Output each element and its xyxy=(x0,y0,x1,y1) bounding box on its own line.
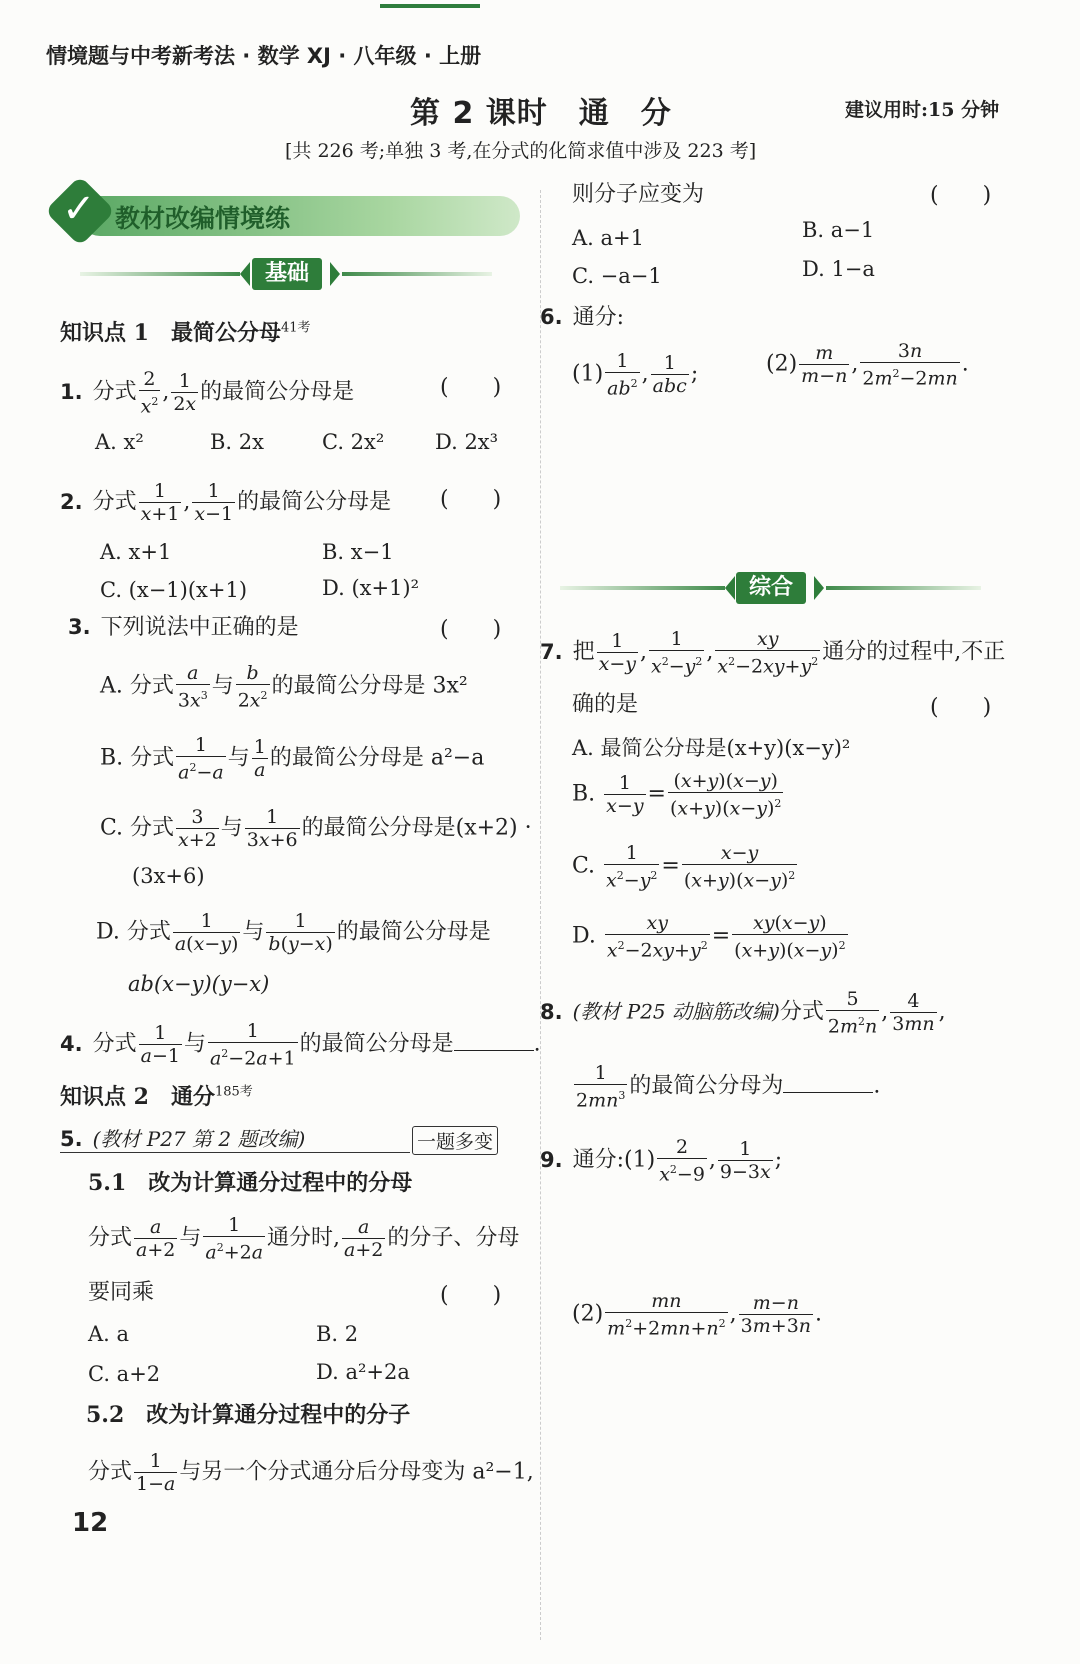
q7-option-b[interactable]: B. $\frac{1}{x-y}$ = $\frac{(x+y)(x-y)}{(x+y)(x-y)^2}$ xyxy=(572,770,782,820)
fraction: $\frac{xy}{x^2-2xy+y^2}$ xyxy=(606,912,708,962)
kp2-label: 知识点 2 通分 xyxy=(60,1084,215,1110)
q9-text: 通分: xyxy=(572,1147,625,1173)
q6-text: 通分: xyxy=(572,305,625,330)
q7-post: 通分的过程中, xyxy=(822,639,962,665)
q4-answer-blank[interactable] xyxy=(454,1030,534,1051)
tag2-arrow-right xyxy=(814,576,824,600)
fraction: $\frac{1}{\text{abc}}$ xyxy=(652,352,687,398)
q3a-mid: 与 xyxy=(211,673,234,699)
q1-option-a[interactable]: A. x² xyxy=(95,430,144,454)
fraction: $\frac{1}{ab^2}$ xyxy=(607,350,638,400)
question-1: 1. 分式 $\frac{2}{x^2}$ , $\frac{1}{2x}$ 的最简公分母是 xyxy=(60,368,355,418)
q5-1-answer-bracket[interactable]: ( ) xyxy=(440,1283,502,1308)
q7b-label: B. xyxy=(572,781,596,807)
q3-option-b[interactable] xyxy=(100,734,484,783)
q1-option-b[interactable]: B. 2x xyxy=(210,430,264,454)
q1-option-d[interactable]: D. 2x³ xyxy=(435,430,499,454)
fraction: $\frac{1}{a^2-a}$ xyxy=(178,734,224,784)
fraction: $\frac{1}{2mn^3}$ xyxy=(576,1062,626,1112)
q5-1-stem xyxy=(88,1214,519,1263)
q6-p2-label: (2) xyxy=(766,351,798,377)
q3b-mid: 与 xyxy=(227,745,250,771)
q7-line2 xyxy=(572,690,638,720)
tag-line-right xyxy=(342,272,492,276)
fraction: $\frac{a}{a+2}$ xyxy=(344,1216,384,1262)
q3c-continuation: (3x+6) xyxy=(132,864,205,888)
q7-emphasis: 不正 xyxy=(961,639,1006,665)
q4-mid: 与 xyxy=(183,1031,206,1057)
section-banner-title: 教材改编情境练 xyxy=(115,204,291,233)
fraction: $\frac{x-y}{(x+y)(x-y)^2}$ xyxy=(683,842,796,892)
question-4: 4. 分式 $\frac{1}{a-1}$ 与 $\frac{1}{a^2-2a+1}$ 的最简公分母是 . xyxy=(60,1020,541,1070)
fraction: $\frac{1}{b(y-x)}$ xyxy=(268,910,333,955)
q5-1-title: 5.1 改为计算通分过程中的分母 xyxy=(88,1170,413,1196)
fraction: $\frac{1}{a}$ xyxy=(253,736,266,782)
column-divider xyxy=(540,190,541,1640)
fraction: $\frac{m-n}{3m+3n}$ xyxy=(740,1292,812,1338)
q3-option-d[interactable] xyxy=(96,910,491,955)
q8-post: 的最简公分母为 xyxy=(629,1073,784,1099)
fraction: $\frac{m}{m-n}$ xyxy=(801,342,848,388)
q5-2-option-a[interactable]: A. a+1 xyxy=(572,226,644,250)
q9-part-2: (2) $\frac{mn}{m^2+2mn+n^2}$ , $\frac{m-n}{3m+3n}$ . xyxy=(572,1290,823,1340)
q3c-pre: C. 分式 xyxy=(100,815,175,841)
q3-option-c[interactable] xyxy=(100,806,532,851)
fraction: $\frac{1}{1-a}$ xyxy=(136,1450,176,1495)
top-accent-bar xyxy=(380,4,480,8)
q3b-pre: B. 分式 xyxy=(100,745,175,771)
q7c-label: C. xyxy=(572,853,596,879)
q3a-post: 的最简公分母是 3x² xyxy=(271,673,468,699)
page-number: 12 xyxy=(72,1508,109,1538)
q3d-continuation: ab(x−y)(y−x) xyxy=(128,972,270,996)
q3b-post: 的最简公分母是 a²−a xyxy=(269,745,485,771)
fraction: $\frac{1}{3x+6}$ xyxy=(246,806,298,851)
q7-line2b: 的是 xyxy=(594,692,639,717)
fraction: $\frac{5}{2m^2n}$ xyxy=(827,988,878,1038)
tag-arrow-left xyxy=(240,262,250,286)
q5-1-option-d[interactable]: D. a²+2a xyxy=(316,1360,410,1384)
fraction: $\frac{1}{x^2-y^2}$ xyxy=(650,628,703,678)
fraction: $\frac{(x+y)(x-y)}{(x+y)(x-y)^2}$ xyxy=(669,770,782,820)
q5-1-line2: 要同乘 xyxy=(88,1280,155,1305)
q5-1-option-b[interactable]: B. 2 xyxy=(316,1322,359,1346)
tag-comprehensive: 综合 xyxy=(736,572,806,604)
q5-1-option-a[interactable]: A. a xyxy=(88,1322,130,1346)
q8-number: 8. xyxy=(540,999,563,1024)
kp1-label: 知识点 1 最简公分母 xyxy=(60,320,281,346)
question-8: 8. (教材 P25 动脑筋改编)分式 $\frac{5}{2m^2n}$ , $\frac{4}{3mn}$ , xyxy=(540,988,946,1038)
question-6 xyxy=(540,302,624,333)
kp1-count: 41考 xyxy=(280,320,311,336)
q2-option-b[interactable]: B. x−1 xyxy=(322,540,394,564)
fraction: $\frac{4}{3mn}$ xyxy=(892,990,935,1036)
q5-source: (教材 P27 第 2 题改编) xyxy=(92,1127,306,1151)
q1-post: 的最简公分母是 xyxy=(200,379,355,405)
q5-2-stem xyxy=(88,1450,534,1495)
tag2-arrow-left xyxy=(725,576,735,600)
q51-mid2: 通分时, xyxy=(267,1225,341,1251)
fraction: $\frac{xy(x-y)}{(x+y)(x-y)^2}$ xyxy=(734,912,846,962)
question-5 xyxy=(60,1124,305,1155)
q9-number: 9. xyxy=(540,1147,563,1172)
q5-2-option-d[interactable]: D. 1−a xyxy=(802,257,875,281)
fraction: $\frac{1}{x+1}$ xyxy=(140,480,180,525)
q9-p2-label: (2) xyxy=(572,1301,604,1327)
q7-pre: 把 xyxy=(572,639,595,665)
q4-pre: 分式 xyxy=(92,1031,137,1057)
q3-text: 下列说法中正确的是 xyxy=(100,615,299,640)
q6-part-1: (1) $\frac{1}{ab^2}$ , $\frac{1}{\text{abc}}$ ; xyxy=(572,350,699,400)
q1-option-c[interactable]: C. 2x² xyxy=(322,430,385,454)
kp2-count: 185考 xyxy=(214,1084,253,1100)
page-title: 第 2 课时 通 分 xyxy=(410,96,672,131)
q5-1-option-c[interactable]: C. a+2 xyxy=(88,1362,161,1386)
q3-number: 3. xyxy=(68,615,91,639)
q5-underline xyxy=(60,1152,410,1153)
fraction: $\frac{b}{2x^2}$ xyxy=(237,662,268,712)
q6-number: 6. xyxy=(540,305,563,329)
q5-number: 5. xyxy=(60,1127,83,1151)
q2-pre: 分式 xyxy=(92,489,137,515)
q1-pre: 分式 xyxy=(92,379,137,405)
q9-p1-label: (1) xyxy=(624,1147,656,1173)
q3d-post: 的最简公分母是 xyxy=(336,919,491,945)
knowledge-point-2 xyxy=(60,1080,253,1111)
q7-option-a[interactable]: A. 最简公分母是(x+y)(x−y)² xyxy=(572,736,851,760)
q3c-post: 的最简公分母是(x+2) · xyxy=(301,815,532,841)
fraction: $\frac{1}{a-1}$ xyxy=(140,1022,180,1068)
q3c-mid: 与 xyxy=(220,815,243,841)
q1-answer-bracket[interactable]: ( ) xyxy=(440,375,502,400)
q7-number: 7. xyxy=(540,639,563,664)
q3d-pre: D. 分式 xyxy=(96,919,171,945)
tag-line-left xyxy=(80,272,240,276)
q5-2-option-b[interactable]: B. a−1 xyxy=(802,218,875,242)
q2-post: 的最简公分母是 xyxy=(237,489,392,515)
q4-number: 4. xyxy=(60,1031,83,1056)
question-9: 9. 通分:(1) $\frac{2}{x^2-9}$ , $\frac{1}{9-3x}$ ; xyxy=(540,1136,783,1186)
tag2-line-left xyxy=(560,586,725,590)
q6-p1-label: (1) xyxy=(572,361,604,387)
q4-post: 的最简公分母是 xyxy=(299,1031,454,1057)
q51-mid: 与 xyxy=(179,1225,202,1251)
fraction: $\frac{mn}{m^2+2mn+n^2}$ xyxy=(607,1290,726,1340)
fraction: $\frac{xy}{x^2-2xy+y^2}$ xyxy=(717,628,819,678)
q7d-label: D. xyxy=(572,923,596,949)
fraction: $\frac{3n}{2m^2-2mn}$ xyxy=(862,340,958,390)
q2-option-d[interactable]: D. (x+1)² xyxy=(322,576,420,600)
q5-2-line2: 则分子应变为 xyxy=(572,182,705,207)
q5-2-title: 5.2 改为计算通分过程中的分子 xyxy=(86,1402,411,1428)
q2-answer-bracket[interactable]: ( ) xyxy=(440,487,502,512)
fraction: $\frac{a}{a+2}$ xyxy=(136,1216,176,1262)
q1-number: 1. xyxy=(60,379,83,404)
fraction: $\frac{3}{x+2}$ xyxy=(178,806,217,851)
tag2-line-right xyxy=(826,586,981,590)
q5-variant-tag: 一题多变 xyxy=(412,1126,498,1155)
knowledge-point-1 xyxy=(60,316,311,347)
q5-2-option-c[interactable]: C. −a−1 xyxy=(572,264,662,288)
q52-post: 与另一个分式通分后分母变为 a²−1, xyxy=(179,1459,534,1485)
q5-2-answer-bracket[interactable]: ( ) xyxy=(930,183,992,208)
q2-option-a[interactable]: A. x+1 xyxy=(100,540,172,564)
fraction: $\frac{2}{x^2-9}$ xyxy=(659,1136,705,1186)
check-icon: ✓ xyxy=(62,186,96,232)
suggested-time: 建议用时:15 分钟 xyxy=(845,99,1000,121)
q3-answer-bracket[interactable]: ( ) xyxy=(440,617,502,642)
tag-arrow-right xyxy=(330,262,340,286)
q6-part-2: (2) $\frac{m}{m-n}$ , $\frac{3n}{2m^2-2mn}$ . xyxy=(766,340,969,390)
q52-pre: 分式 xyxy=(88,1459,133,1485)
q7-option-d[interactable]: D. $\frac{xy}{x^2-2xy+y^2}$ = $\frac{xy(x-y)}{(x+y)(x-y)^2}$ xyxy=(572,912,846,962)
fraction: $\frac{1}{x-y}$ xyxy=(606,772,644,818)
question-3 xyxy=(68,612,299,643)
exam-note: [共 226 考;单独 3 考,在分式的化简求值中涉及 223 考] xyxy=(285,140,757,162)
book-title: 情境题与中考新考法 · 数学 XJ · 八年级 · 上册 xyxy=(46,44,482,68)
q7-option-c[interactable]: C. $\frac{1}{x^2-y^2}$ = $\frac{x-y}{(x+y)(x-y)^2}$ xyxy=(572,842,796,892)
fraction: $\frac{2}{x^2}$ xyxy=(140,368,159,418)
fraction: $\frac{1}{a^2+2a}$ xyxy=(205,1214,264,1264)
q8-line2: $\frac{1}{2mn^3}$ 的最简公分母为 . xyxy=(576,1062,881,1112)
q8-pre: 分式 xyxy=(779,999,824,1025)
q8-source: (教材 P25 动脑筋改编) xyxy=(572,999,780,1024)
q3a-pre: A. 分式 xyxy=(100,673,174,699)
question-7: 7. 把 $\frac{1}{x-y}$ , $\frac{1}{x^2-y^2}$ , $\frac{xy}{x^2-2xy+y^2}$ 通分的过程中,不正 xyxy=(540,628,1006,678)
fraction: $\frac{1}{2x}$ xyxy=(173,370,197,416)
q8-answer-blank[interactable] xyxy=(783,1072,873,1093)
q3d-mid: 与 xyxy=(242,919,265,945)
tag-basic: 基础 xyxy=(252,258,322,290)
fraction: $\frac{1}{x^2-y^2}$ xyxy=(606,842,658,892)
q7-answer-bracket[interactable]: ( ) xyxy=(930,695,992,720)
fraction: $\frac{1}{9-3x}$ xyxy=(719,1138,771,1184)
fraction: $\frac{1}{x-y}$ xyxy=(598,630,636,676)
fraction: $\frac{1}{a^2-2a+1}$ xyxy=(209,1020,296,1070)
q3-option-a[interactable] xyxy=(100,662,468,711)
q2-number: 2. xyxy=(60,489,83,514)
q7-line2a: 确 xyxy=(572,692,595,717)
question-2: 2. 分式 $\frac{1}{x+1}$ , $\frac{1}{x-1}$ 的最简公分母是 xyxy=(60,480,392,525)
fraction: $\frac{a}{3x^3}$ xyxy=(177,662,208,712)
q51-pre: 分式 xyxy=(88,1225,133,1251)
q51-post: 的分子、分母 xyxy=(387,1225,520,1251)
fraction: $\frac{1}{x-1}$ xyxy=(194,480,234,525)
q2-option-c[interactable]: C. (x−1)(x+1) xyxy=(100,578,248,602)
fraction: $\frac{1}{a(x-y)}$ xyxy=(174,910,239,955)
